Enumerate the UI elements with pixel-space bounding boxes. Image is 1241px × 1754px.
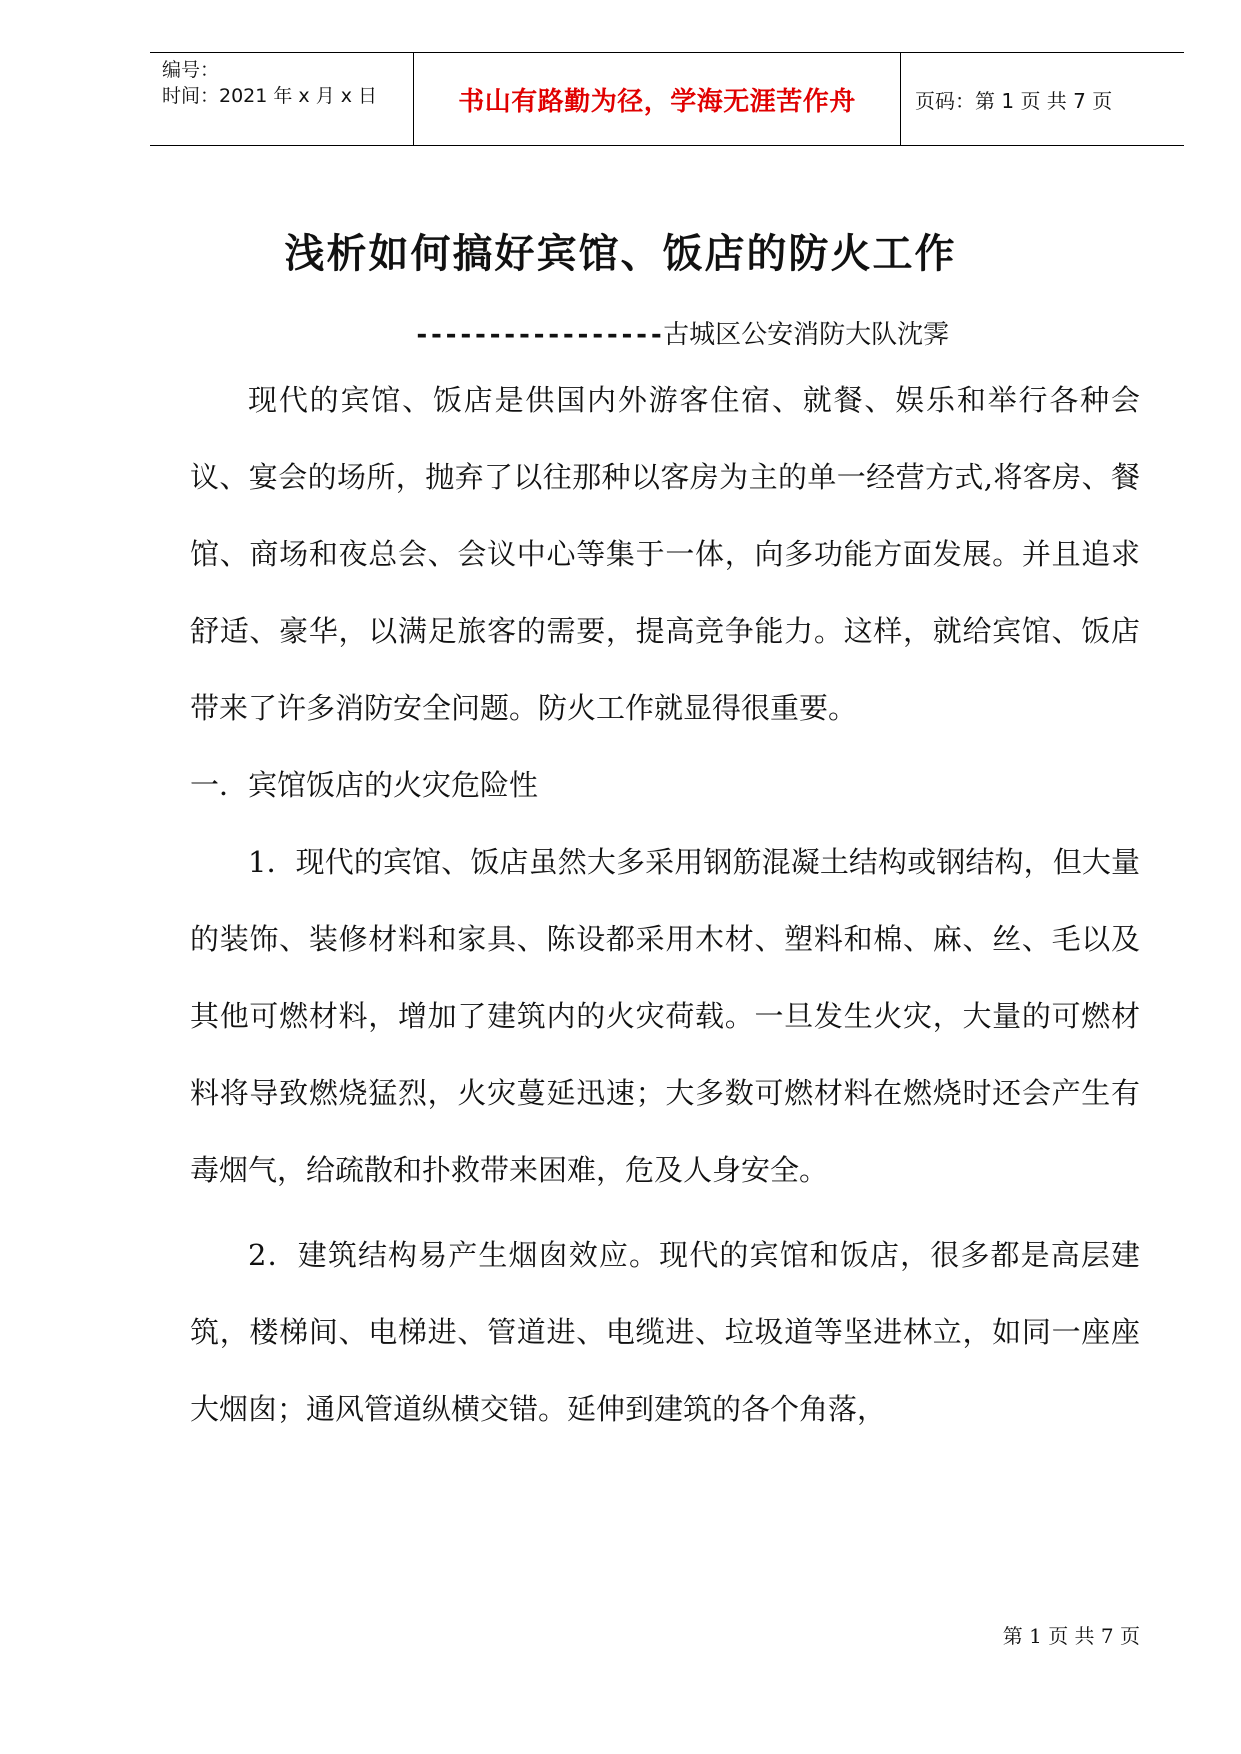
author-dashes: ----------------- <box>414 320 664 350</box>
header-page-cell <box>901 53 1184 145</box>
number-label: 编号： <box>162 59 220 81</box>
section-heading: 一．宾馆饭店的火灾危险性 <box>190 768 539 802</box>
header-table <box>150 52 1184 146</box>
header-meta <box>150 53 413 145</box>
document-body <box>190 362 1140 1448</box>
page-footer: 第 1 页 共 7 页 <box>1002 1624 1140 1648</box>
paragraph: 2．建筑结构易产生烟囱效应。现代的宾馆和饭店，很多都是高层建筑，楼梯间、电梯进、管道进、电缆进、垃圾道等坚进林立，如同一座座大烟囱；通风管道纵横交错。延伸到建筑的各个角落， <box>190 1238 1140 1426</box>
date-label: 时间：2021 年 x 月 x 日 <box>162 85 378 107</box>
header-motto-cell <box>413 53 901 145</box>
paragraph: 现代的宾馆、饭店是供国内外游客住宿、就餐、娱乐和举行各种会议、宴会的场所，抛弃了以往那种以客房为主的单一经营方式,将客房、餐馆、商场和夜总会、会议中心等集于一体，向多功能方面发展。并且追求舒适、豪华，以满足旅客的需要，提高竞争能力。这样，就给宾馆、饭店带来了许多消防安全问题。防火工作就显得很重要。 <box>190 383 1140 725</box>
author-line <box>414 314 949 351</box>
document-title: 浅析如何搞好宾馆、饭店的防火工作 <box>284 230 957 277</box>
paragraph: 1．现代的宾馆、饭店虽然大多采用钢筋混凝土结构或钢结构，但大量的装饰、装修材料和家具、陈设都采用木材、塑料和棉、麻、丝、毛以及其他可燃材料，增加了建筑内的火灾荷载。一旦发生火灾，大量的可燃材料将导致燃烧猛烈，火灾蔓延迅速；大多数可燃材料在燃烧时还会产生有毒烟气，给疏散和扑救带来困难，危及人身安全。 <box>190 845 1140 1187</box>
motto: 书山有路勤为径，学海无涯苦作舟 <box>458 86 856 117</box>
author-name: 古城区公安消防大队沈霁 <box>663 320 950 350</box>
page-info: 页码：第 1 页 共 7 页 <box>915 88 1113 113</box>
